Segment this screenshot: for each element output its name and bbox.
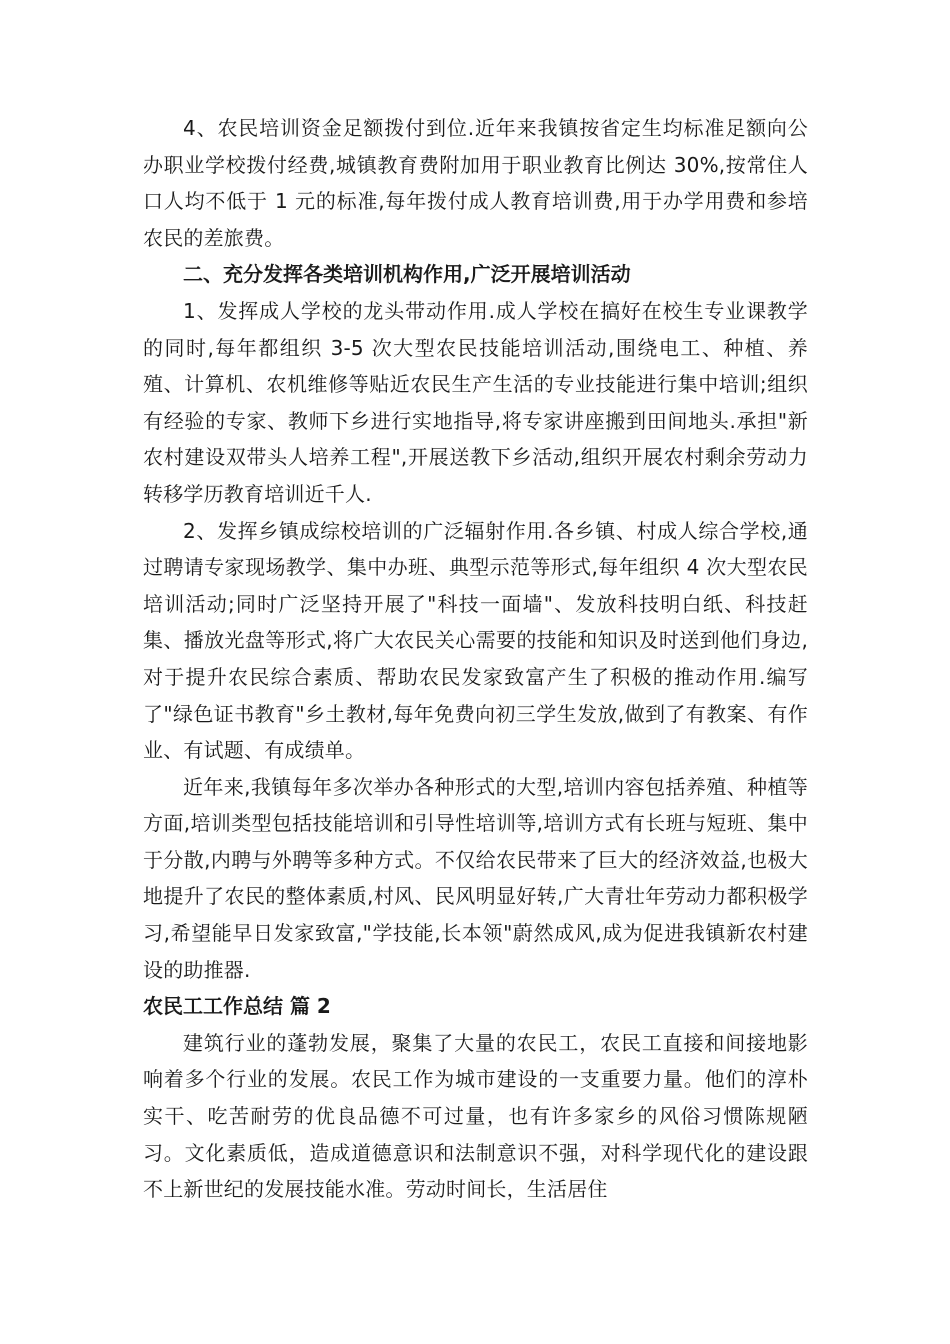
paragraph-township-school: 2、发挥乡镇成综校培训的广泛辐射作用.各乡镇、村成人综合学校,通过聘请专家现场教学、集中办班、典型示范等形式,每年组织 4 次大型农民培训活动;同时广泛坚持开展了"科技一面墙"、发放科技明白纸、科技赶集、播放光盘等形式,将广大农民关心需要的技能和知识及时送到他们身边,对于提升农民综合素质、帮助农民发家致富产生了积极的推动作用.编写了"绿色证书教育"乡土教材,每年免费向初三学生发放,做到了有教案、有作业、有试题、有成绩单。 [143, 518, 808, 763]
paragraph-recent-years: 近年来,我镇每年多次举办各种形式的大型,培训内容包括养殖、种植等方面,培训类型包括技能培训和引导性培训等,培训方式有长班与短班、集中于分散,内聘与外聘等多种方式。不仅给农民带来了巨大的经济效益,也极大地提升了农民的整体素质,村风、民风明显好转,广大青壮年劳动力都积极学习,希望能早日发家致富,"学技能,长本领"蔚然成风,成为促进我镇新农村建设的助推器. [143, 774, 808, 982]
article-title-part-2: 农民工工作总结 篇 2 [143, 994, 331, 1019]
section-heading-training-institutions: 二、充分发挥各类培训机构作用,广泛开展培训活动 [183, 262, 631, 287]
paragraph-adult-school: 1、发挥成人学校的龙头带动作用.成人学校在搞好在校生专业课教学的同时,每年都组织 3-5 次大型农民技能培训活动,围绕电工、种植、养殖、计算机、农机维修等贴近农民生产生活的专业技能进行集中培训;组织有经验的专家、教师下乡进行实地指导,将专家讲座搬到田间地头.承担"新农村建设双带头人培养工程",开展送教下乡活动,组织开展农村剩余劳动力转移学历教育培训近千人. [143, 298, 808, 506]
document-page [143, 110, 808, 1208]
paragraph-construction-industry: 建筑行业的蓬勃发展，聚集了大量的农民工，农民工直接和间接地影响着多个行业的发展。农民工作为城市建设的一支重要力量。他们的淳朴实干、吃苦耐劳的优良品德不可过量，也有许多家乡的风俗习惯陈规陋习。文化素质低，造成道德意识和法制意识不强，对科学现代化的建设跟不上新世纪的发展技能水准。劳动时间长，生活居住 [143, 1030, 808, 1202]
paragraph-funding: 4、农民培训资金足额拨付到位.近年来我镇按省定生均标准足额向公办职业学校拨付经费,城镇教育费附加用于职业教育比例达 30%,按常住人口人均不低于 1 元的标准,每年拨付成人教育培训费,用于办学用费和参培农民的差旅费。 [143, 116, 808, 250]
